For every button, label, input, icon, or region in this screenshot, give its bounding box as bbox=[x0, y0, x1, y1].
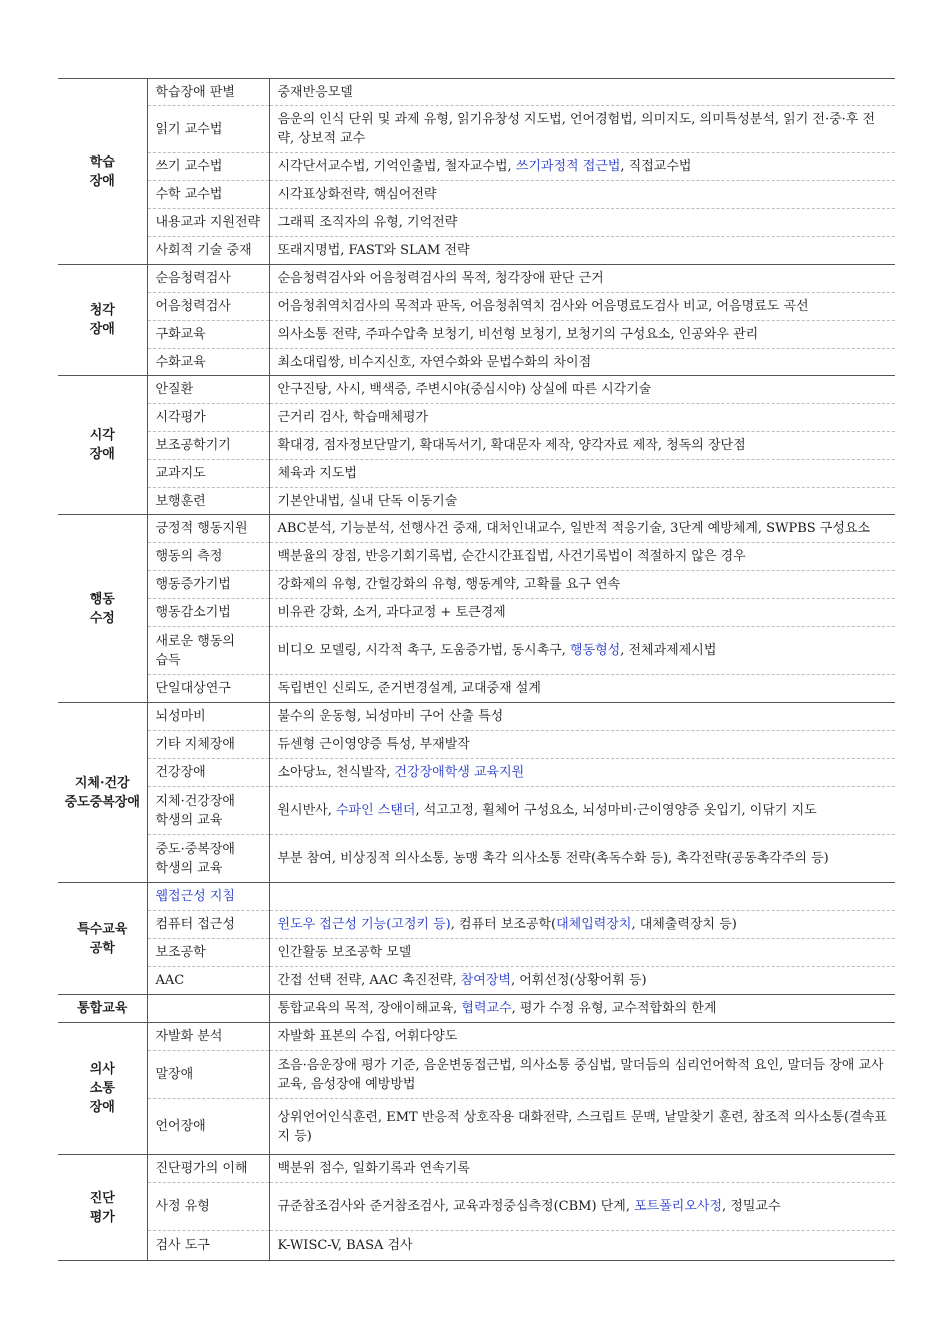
category-cell: 행동 수정 bbox=[58, 515, 147, 703]
description-text: , 전체과제제시법 bbox=[620, 643, 717, 658]
description-text: 원시반사, bbox=[277, 803, 336, 818]
table-row bbox=[58, 460, 895, 488]
description-cell bbox=[269, 181, 895, 209]
description-cell bbox=[269, 1155, 895, 1183]
topic-cell: 진단평가의 이해 bbox=[147, 1155, 269, 1183]
highlighted-term: 대체입력장치 bbox=[556, 917, 632, 932]
description-cell bbox=[269, 432, 895, 460]
highlighted-term: 협력교수 bbox=[461, 1001, 512, 1016]
description-text: 비디오 모델링, 시각적 촉구, 도움증가법, 동시촉구, bbox=[277, 643, 570, 658]
description-text: 백분율의 장점, 반응기회기록법, 순간시간표집법, 사건기록법이 적절하지 않은 경우 bbox=[277, 549, 746, 564]
table-row bbox=[58, 237, 895, 265]
topic-cell: AAC bbox=[147, 967, 269, 995]
curriculum-table bbox=[58, 78, 895, 1261]
table-row bbox=[58, 543, 895, 571]
table-row bbox=[58, 883, 895, 911]
description-cell bbox=[269, 153, 895, 181]
topic-cell: 기타 지체장애 bbox=[147, 731, 269, 759]
table-row bbox=[58, 349, 895, 376]
description-text: 또래지명법, FAST와 SLAM 전략 bbox=[277, 243, 470, 258]
description-cell bbox=[269, 488, 895, 515]
topic-cell: 행동의 측정 bbox=[147, 543, 269, 571]
description-text: 확대경, 점자정보단말기, 확대독서기, 확대문자 제작, 양각자료 제작, 청독의 장단점 bbox=[277, 438, 746, 453]
description-text: 음운의 인식 단위 및 과제 유형, 읽기유창성 지도법, 언어경험법, 의미지도, 의미특성분석, 읽기 전·중·후 전략, 상보적 교수 bbox=[277, 112, 876, 146]
table-row bbox=[58, 153, 895, 181]
table-row bbox=[58, 293, 895, 321]
table-row bbox=[58, 939, 895, 967]
topic-cell: 뇌성마비 bbox=[147, 703, 269, 731]
highlighted-term: 쓰기과정적 접근법 bbox=[515, 159, 621, 174]
description-text: , 석고고정, 휠체어 구성요소, 뇌성마비·근이영양증 옷입기, 이닦기 지도 bbox=[415, 803, 817, 818]
topic-cell: 언어장애 bbox=[147, 1099, 269, 1155]
description-text: , 어휘선정(상황어휘 등) bbox=[510, 973, 647, 988]
table-row bbox=[58, 1231, 895, 1261]
topic-cell: 읽기 교수법 bbox=[147, 106, 269, 153]
topic-cell: 보조공학 bbox=[147, 939, 269, 967]
table-row bbox=[58, 1155, 895, 1183]
topic-cell: 새로운 행동의 습득 bbox=[147, 627, 269, 675]
table-row bbox=[58, 376, 895, 404]
description-cell bbox=[269, 265, 895, 293]
category-cell: 학습 장애 bbox=[58, 79, 147, 265]
category-cell: 시각 장애 bbox=[58, 376, 147, 515]
description-text: 체육과 지도법 bbox=[277, 466, 357, 481]
topic-cell: 보조공학기기 bbox=[147, 432, 269, 460]
description-text: 소아당뇨, 천식발작, bbox=[277, 765, 395, 780]
topic-cell: 행동감소기법 bbox=[147, 599, 269, 627]
table-row bbox=[58, 571, 895, 599]
highlighted-term: 수파인 스탠더 bbox=[336, 803, 416, 818]
description-text: 안구진탕, 사시, 백색증, 주변시야(중심시야) 상실에 따른 시각기술 bbox=[277, 382, 652, 397]
description-text: 간접 선택 전략, AAC 촉진전략, bbox=[277, 973, 461, 988]
description-cell bbox=[269, 515, 895, 543]
table-row bbox=[58, 835, 895, 883]
topic-cell: 어음청력검사 bbox=[147, 293, 269, 321]
topic-cell: 웹접근성 지침 bbox=[147, 883, 269, 911]
category-cell: 의사 소통 장애 bbox=[58, 1023, 147, 1155]
description-cell bbox=[269, 939, 895, 967]
category-cell: 청각 장애 bbox=[58, 265, 147, 376]
description-text: 상위언어인식훈련, EMT 반응적 상호작용 대화전략, 스크립트 문맥, 낱말찾기 훈련, 참조적 의사소통(결속표지 등) bbox=[277, 1109, 887, 1144]
description-text: 조음·음운장애 평가 기준, 음운변동접근법, 의사소통 중심법, 말더듬의 심리언어학적 요인, 말더듬 장애 교사교육, 음성장애 예방방법 bbox=[277, 1057, 884, 1092]
description-cell bbox=[269, 835, 895, 883]
description-text: , 직접교수법 bbox=[620, 159, 692, 174]
table-row bbox=[58, 995, 895, 1023]
topic-cell: 검사 도구 bbox=[147, 1231, 269, 1261]
description-cell bbox=[269, 759, 895, 787]
description-text: 근거리 검사, 학습매체평가 bbox=[277, 410, 429, 425]
topic-cell: 컴퓨터 접근성 bbox=[147, 911, 269, 939]
table-row bbox=[58, 787, 895, 835]
description-text: 비유관 강화, 소거, 과다교정 + 토큰경제 bbox=[277, 605, 506, 620]
table-row bbox=[58, 703, 895, 731]
topic-cell: 사회적 기술 중재 bbox=[147, 237, 269, 265]
table-row bbox=[58, 627, 895, 675]
highlighted-term: 윈도우 접근성 기능(고정키 등) bbox=[277, 917, 451, 932]
topic-cell: 시각평가 bbox=[147, 404, 269, 432]
description-cell bbox=[269, 883, 895, 911]
topic-cell: 행동증가기법 bbox=[147, 571, 269, 599]
category-cell: 지체·건강 중도중복장애 bbox=[58, 703, 147, 883]
table-row bbox=[58, 1099, 895, 1155]
description-cell bbox=[269, 787, 895, 835]
description-text: K-WISC-V, BASA 검사 bbox=[277, 1238, 413, 1253]
category-cell: 특수교육 공학 bbox=[58, 883, 147, 995]
description-cell bbox=[269, 571, 895, 599]
table-row bbox=[58, 1051, 895, 1099]
table-row bbox=[58, 675, 895, 703]
description-text: 규준참조검사와 준거참조검사, 교육과정중심측정(CBM) 단계, bbox=[277, 1199, 635, 1214]
topic-cell: 수학 교수법 bbox=[147, 181, 269, 209]
topic-cell: 구화교육 bbox=[147, 321, 269, 349]
description-text: 기본안내법, 실내 단독 이동기술 bbox=[277, 493, 458, 509]
topic-cell: 안질환 bbox=[147, 376, 269, 404]
topic-cell: 지체·건강장애 학생의 교육 bbox=[147, 787, 269, 835]
table-row bbox=[58, 759, 895, 787]
table-row bbox=[58, 106, 895, 153]
table-row bbox=[58, 1183, 895, 1231]
highlighted-term: 포트폴리오사정 bbox=[634, 1199, 722, 1214]
table-row bbox=[58, 432, 895, 460]
description-text: 백분위 점수, 일화기록과 연속기록 bbox=[277, 1161, 470, 1176]
description-text: 통합교육의 목적, 장애이해교육, bbox=[277, 1001, 462, 1016]
highlighted-term: 참여장벽 bbox=[460, 973, 511, 988]
description-cell bbox=[269, 106, 895, 153]
description-cell bbox=[269, 460, 895, 488]
table-row bbox=[58, 911, 895, 939]
highlighted-term: 행동형성 bbox=[569, 643, 621, 658]
topic-cell: 쓰기 교수법 bbox=[147, 153, 269, 181]
description-cell bbox=[269, 1023, 895, 1051]
description-cell bbox=[269, 731, 895, 759]
description-text: 자발화 표본의 수집, 어휘다양도 bbox=[277, 1029, 458, 1044]
table-row bbox=[58, 265, 895, 293]
description-cell bbox=[269, 995, 895, 1023]
table-row bbox=[58, 731, 895, 759]
description-cell bbox=[269, 349, 895, 376]
topic-cell: 사정 유형 bbox=[147, 1183, 269, 1231]
topic-cell: 중도·중복장애 학생의 교육 bbox=[147, 835, 269, 883]
description-text: 의사소통 전략, 주파수압축 보청기, 비선형 보청기, 보청기의 구성요소, 인공와우 관리 bbox=[277, 327, 759, 342]
description-text: 불수의 운동형, 뇌성마비 구어 산출 특성 bbox=[277, 709, 504, 724]
table-row bbox=[58, 209, 895, 237]
description-text: 인간활동 보조공학 모델 bbox=[277, 945, 412, 960]
table-row bbox=[58, 404, 895, 432]
table-row bbox=[58, 599, 895, 627]
description-cell bbox=[269, 599, 895, 627]
topic-cell: 자발화 분석 bbox=[147, 1023, 269, 1051]
description-text: 중재반응모델 bbox=[277, 84, 353, 100]
description-text: ABC분석, 기능분석, 선행사건 중재, 대처인내교수, 일반적 적응기술, 3단계 예방체계, SWPBS 구성요소 bbox=[277, 521, 871, 536]
topic-cell: 내용교과 지원전략 bbox=[147, 209, 269, 237]
description-cell bbox=[269, 209, 895, 237]
description-text: 시각단서교수법, 기억인출법, 철자교수법, bbox=[277, 159, 516, 174]
table-row bbox=[58, 488, 895, 515]
description-text: , 평가 수정 유형, 교수적합화의 한계 bbox=[511, 1001, 717, 1016]
description-cell bbox=[269, 1051, 895, 1099]
description-cell bbox=[269, 1183, 895, 1231]
topic-cell: 수화교육 bbox=[147, 349, 269, 376]
table-row bbox=[58, 79, 895, 106]
description-text: 독립변인 신뢰도, 준거변경설계, 교대중재 설계 bbox=[277, 681, 541, 696]
table-row bbox=[58, 181, 895, 209]
description-cell bbox=[269, 404, 895, 432]
topic-cell: 단일대상연구 bbox=[147, 675, 269, 703]
description-cell bbox=[269, 1099, 895, 1155]
description-cell bbox=[269, 967, 895, 995]
description-text: 강화제의 유형, 간헐강화의 유형, 행동계약, 고확률 요구 연속 bbox=[277, 577, 621, 592]
topic-cell: 순음청력검사 bbox=[147, 265, 269, 293]
description-cell bbox=[269, 703, 895, 731]
description-cell bbox=[269, 237, 895, 265]
category-cell: 진단 평가 bbox=[58, 1155, 147, 1261]
description-cell bbox=[269, 911, 895, 939]
description-text: 부분 참여, 비상징적 의사소통, 농맹 촉각 의사소통 전략(촉독수화 등), 촉각전략(공동촉각주의 등) bbox=[277, 851, 829, 866]
description-cell bbox=[269, 675, 895, 703]
description-cell bbox=[269, 543, 895, 571]
table-row bbox=[58, 515, 895, 543]
description-text: 시각표상화전략, 핵심어전략 bbox=[277, 187, 437, 202]
description-cell bbox=[269, 293, 895, 321]
description-cell bbox=[269, 376, 895, 404]
description-cell bbox=[269, 627, 895, 675]
description-cell bbox=[269, 321, 895, 349]
highlighted-term: 건강장애학생 교육지원 bbox=[394, 765, 525, 780]
table-row bbox=[58, 321, 895, 349]
description-text: 어음청취역치검사의 목적과 판독, 어음청취역치 검사와 어음명료도검사 비교, 어음명료도 곡선 bbox=[277, 299, 809, 314]
topic-cell: 보행훈련 bbox=[147, 488, 269, 515]
table-row bbox=[58, 967, 895, 995]
topic-cell bbox=[147, 995, 269, 1023]
description-text: 순음청력검사와 어음청력검사의 목적, 청각장애 판단 근거 bbox=[277, 271, 604, 286]
description-text: 최소대립쌍, 비수지신호, 자연수화와 문법수화의 차이점 bbox=[277, 354, 592, 370]
description-cell bbox=[269, 79, 895, 106]
table-body bbox=[58, 79, 895, 1261]
topic-cell: 긍정적 행동지원 bbox=[147, 515, 269, 543]
table-row bbox=[58, 1023, 895, 1051]
description-text: 그래픽 조직자의 유형, 기억전략 bbox=[277, 215, 458, 230]
category-cell: 통합교육 bbox=[58, 995, 147, 1023]
description-text: , 대체출력장치 등) bbox=[631, 917, 737, 932]
topic-cell: 말장애 bbox=[147, 1051, 269, 1099]
description-text: 듀센형 근이영양증 특성, 부재발작 bbox=[277, 737, 470, 752]
description-text: , 컴퓨터 보조공학( bbox=[450, 917, 557, 932]
topic-cell: 교과지도 bbox=[147, 460, 269, 488]
topic-cell: 학습장애 판별 bbox=[147, 79, 269, 106]
description-cell bbox=[269, 1231, 895, 1261]
description-text: , 정밀교수 bbox=[722, 1199, 781, 1214]
topic-cell: 건강장애 bbox=[147, 759, 269, 787]
